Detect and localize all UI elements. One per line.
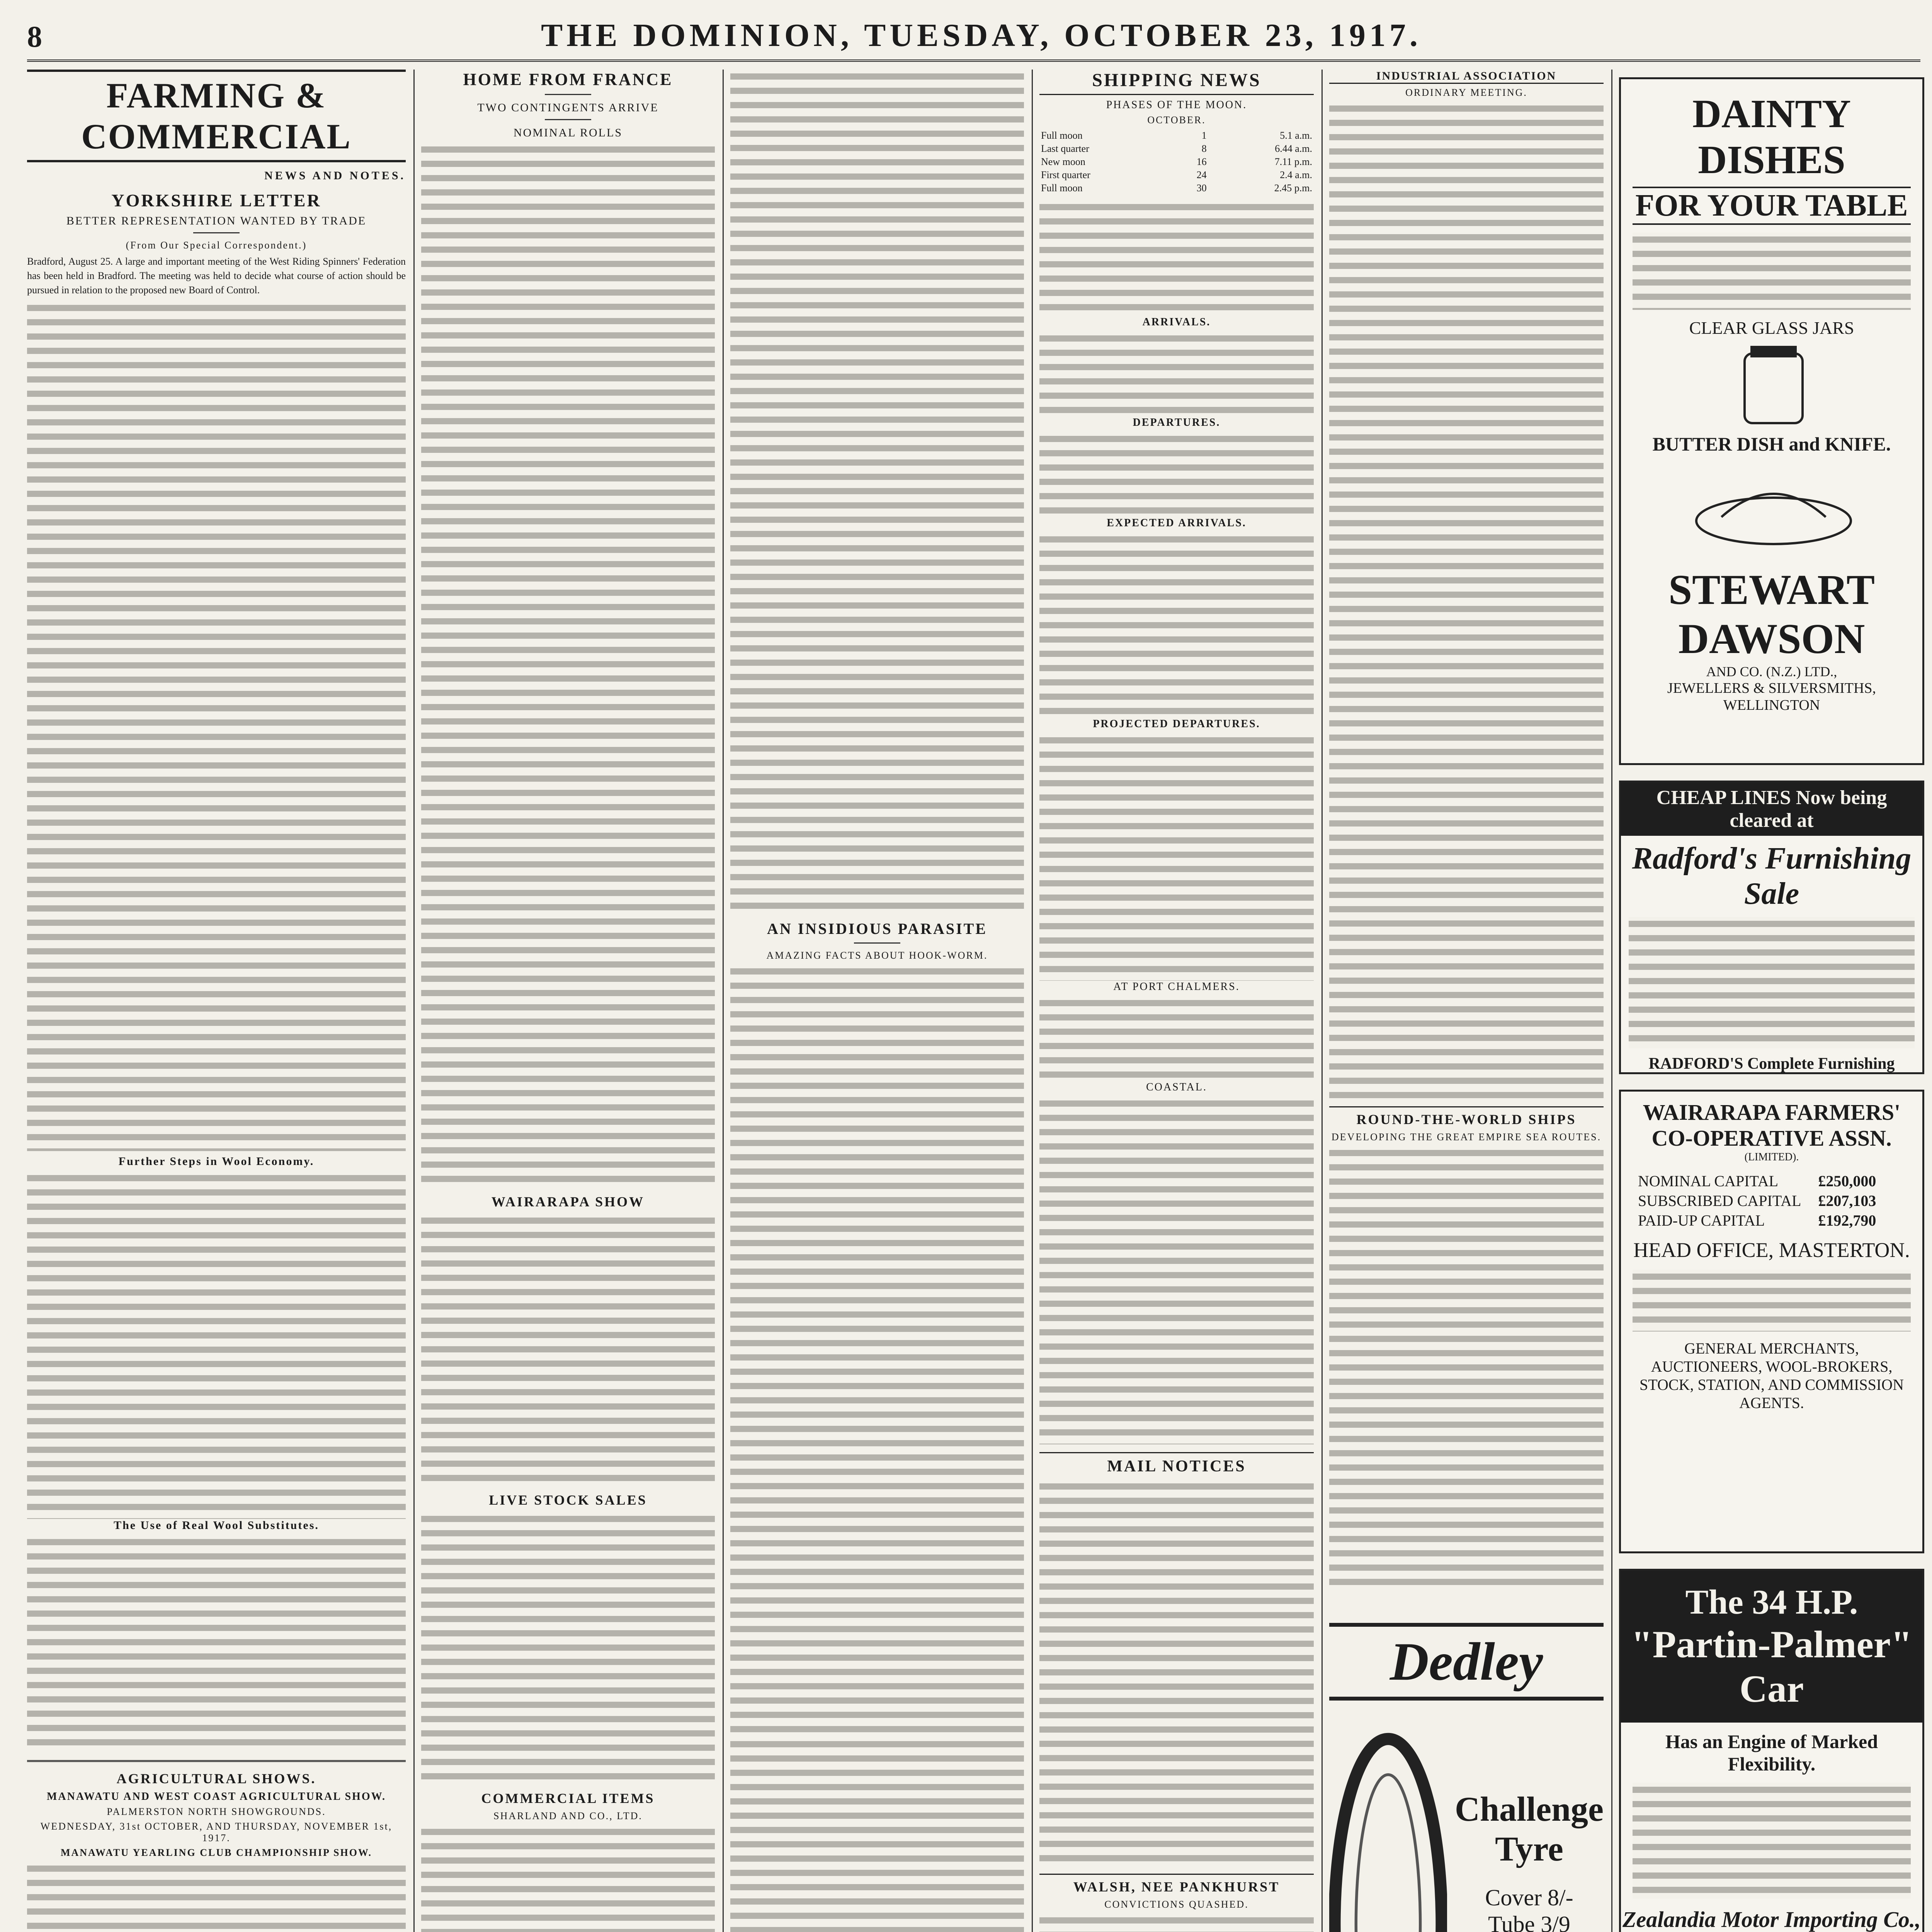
- radford-banner: CHEAP LINES Now being cleared at: [1621, 782, 1922, 836]
- moon-time: 2.4 a.m.: [1280, 169, 1312, 180]
- ag-show-organisation: MANAWATU AND WEST COAST AGRICULTURAL SHOW.: [46, 1791, 386, 1803]
- dainty-line2: FOR YOUR TABLE: [1633, 187, 1911, 225]
- departures-text: [1039, 432, 1314, 517]
- coastal-text: [1039, 1097, 1314, 1444]
- moon-phase: New moon: [1041, 156, 1085, 167]
- capital-label: NOMINAL CAPITAL: [1638, 1172, 1779, 1190]
- radford-price-list: [1629, 917, 1915, 1048]
- dedley-cover-price: Cover 8/-: [1485, 1885, 1573, 1910]
- table-row: [1636, 1171, 1878, 1191]
- tide-text: [1039, 200, 1314, 316]
- yorkshire-letter-sub: BETTER REPRESENTATION WANTED BY TRADE: [66, 214, 367, 227]
- table-row: [1039, 155, 1314, 168]
- capital-label: SUBSCRIBED CAPITAL: [1638, 1192, 1801, 1209]
- wairarapa-branches: [1633, 1270, 1911, 1332]
- commercial-items-text: [421, 1825, 715, 1932]
- round-world-ships-sub: DEVELOPING THE GREAT EMPIRE SEA ROUTES.: [1331, 1131, 1602, 1143]
- yorkshire-byline: (From Our Special Correspondent.): [126, 240, 307, 251]
- moon-day: 24: [1196, 169, 1207, 180]
- butter-dish-illustration: [1621, 455, 1924, 556]
- divider: [545, 94, 591, 95]
- departures-heading: DEPARTURES.: [1133, 417, 1221, 429]
- expected-arrivals-text: [1039, 532, 1314, 718]
- commercial-items-headline: COMMERCIAL ITEMS: [481, 1791, 655, 1806]
- partin-palmer-ad: [1619, 1569, 1924, 1932]
- divider: [27, 1760, 406, 1762]
- dainty-text: [1633, 233, 1911, 310]
- stewart-dawson-brand: STEWART DAWSON: [1668, 566, 1875, 662]
- moon-phase: Full moon: [1041, 130, 1083, 141]
- moon-day: 8: [1201, 143, 1207, 154]
- radford-ad: [1619, 781, 1924, 1074]
- moon-phase: First quarter: [1041, 169, 1090, 180]
- arrivals-heading: ARRIVALS.: [1142, 316, 1211, 328]
- ag-show-text: [27, 1862, 406, 1932]
- capital-label: PAID-UP CAPITAL: [1638, 1212, 1765, 1229]
- moon-time: 7.11 p.m.: [1274, 156, 1312, 167]
- yorkshire-intro: Bradford, August 25. A large and important meeting of the West Riding Spinners' Federation has been held in Bradford. The meeting was held to decide what course of action should be pursued in relation to the proposed new Board of Control.: [27, 256, 406, 296]
- dedley-tyres-ad: [1329, 1623, 1604, 1932]
- home-from-france-sub1: TWO CONTINGENTS ARRIVE: [477, 101, 659, 114]
- parasite-headline: AN INSIDIOUS PARASITE: [767, 920, 988, 937]
- column-rule: [1321, 70, 1323, 1932]
- substitutes-heading: The Use of Real Wool Substitutes.: [114, 1519, 319, 1532]
- moon-day: 16: [1196, 156, 1207, 167]
- ag-show-event: MANAWATU YEARLING CLUB CHAMPIONSHIP SHOW.: [60, 1847, 372, 1858]
- partin-company: Zealandia Motor Importing Co.,: [1622, 1907, 1921, 1932]
- home-from-france-sub2: NOMINAL ROLLS: [513, 126, 623, 139]
- wairarapa-trades: GENERAL MERCHANTS, AUCTIONEERS, WOOL-BROKERS, STOCK, STATION, AND COMMISSION AGENTS.: [1639, 1340, 1904, 1412]
- livestock-sales-text: [421, 1512, 715, 1782]
- expected-arrivals-heading: EXPECTED ARRIVALS.: [1107, 517, 1247, 529]
- coastal-heading: COASTAL.: [1146, 1081, 1207, 1093]
- farming-section-sub: NEWS AND NOTES.: [264, 169, 406, 182]
- industrial-association-text: [1329, 102, 1604, 1099]
- column-rule: [1611, 70, 1612, 1932]
- column-rule: [723, 70, 724, 1932]
- moon-phase: Full moon: [1041, 182, 1083, 194]
- table-row: [1039, 182, 1314, 195]
- port-chalmers-heading: AT PORT CHALMERS.: [1113, 981, 1240, 993]
- home-from-france-headline: HOME FROM FRANCE: [463, 70, 673, 89]
- mail-notices-headline: MAIL NOTICES: [1039, 1452, 1314, 1476]
- butter-dish: BUTTER DISH and KNIFE.: [1652, 433, 1891, 455]
- divider: [545, 119, 591, 120]
- divider: [193, 232, 240, 233]
- mail-notices-text: [1039, 1480, 1314, 1866]
- agricultural-shows-heading: AGRICULTURAL SHOWS.: [116, 1771, 316, 1786]
- moon-day: 1: [1201, 130, 1207, 141]
- yorkshire-body-text: [27, 301, 406, 1151]
- farming-section-title: FARMING & COMMERCIAL: [27, 70, 406, 162]
- ag-show-days: WEDNESDAY, 31st OCTOBER, AND THURSDAY, NOVEMBER 1st, 1917.: [40, 1821, 393, 1844]
- farming-column: [27, 70, 406, 1932]
- wool-economy-text: [27, 1171, 406, 1519]
- commercial-items-sub: SHARLAND AND CO., LTD.: [493, 1810, 643, 1821]
- ag-show-place: PALMERSTON NORTH SHOWGROUNDS.: [107, 1806, 326, 1817]
- partin-line1: The 34 H.P.: [1685, 1583, 1858, 1621]
- capital-table: [1636, 1171, 1878, 1230]
- dedley-tube-price: Tube 3/9: [1488, 1912, 1570, 1932]
- substitutes-text: [27, 1535, 406, 1752]
- wairarapa-show-text: [421, 1214, 715, 1484]
- table-row: [1636, 1211, 1878, 1230]
- jar-illustration: [1621, 338, 1924, 431]
- dedley-brand: Dedley: [1329, 1623, 1604, 1701]
- names-list-text: [730, 70, 1024, 912]
- dainty-line1: DAINTY DISHES: [1692, 92, 1851, 182]
- partin-text: [1633, 1783, 1911, 1899]
- wairarapa-head-office: HEAD OFFICE, MASTERTON.: [1633, 1238, 1910, 1262]
- page-number: 8: [27, 20, 42, 53]
- round-world-ships-headline: ROUND-THE-WORLD SHIPS: [1329, 1106, 1604, 1128]
- column-rule: [413, 70, 415, 1932]
- shipping-column: [1039, 70, 1314, 1932]
- projected-departures-heading: PROJECTED DEPARTURES.: [1093, 718, 1260, 730]
- moon-time: 2.45 p.m.: [1274, 182, 1312, 194]
- moon-time: 5.1 a.m.: [1280, 130, 1312, 141]
- clear-glass-jars: CLEAR GLASS JARS: [1689, 318, 1854, 338]
- tyre-illustration: [1329, 1712, 1447, 1932]
- dainty-dishes-ad: [1619, 77, 1924, 765]
- parasite-sub: AMAZING FACTS ABOUT HOOK-WORM.: [766, 950, 988, 961]
- yorkshire-letter-headline: YORKSHIRE LETTER: [111, 190, 321, 210]
- table-row: [1039, 129, 1314, 142]
- capital-value: £250,000: [1818, 1172, 1876, 1190]
- wairarapa-show-headline: WAIRARAPA SHOW: [491, 1194, 645, 1209]
- industrial-association-headline: INDUSTRIAL ASSOCIATION: [1329, 70, 1604, 84]
- livestock-sales-headline: LIVE STOCK SALES: [489, 1492, 647, 1508]
- wairarapa-limited: (LIMITED).: [1744, 1151, 1799, 1163]
- stewart-dawson-sub: AND CO. (N.Z.) LTD.,: [1706, 664, 1837, 679]
- partin-line2: "Partin-Palmer" Car: [1631, 1623, 1912, 1710]
- radford-title: Radford's Furnishing Sale: [1632, 842, 1912, 911]
- shipping-news-headline: SHIPPING NEWS: [1039, 70, 1314, 95]
- walsh-sub: CONVICTIONS QUASHED.: [1104, 1899, 1249, 1910]
- table-row: [1636, 1191, 1878, 1211]
- moon-phases-table: [1039, 129, 1314, 195]
- round-world-ships-text: [1329, 1146, 1604, 1587]
- wairarapa-title: WAIRARAPA FARMERS' CO-OPERATIVE ASSN.: [1643, 1100, 1901, 1151]
- column-rule: [1032, 70, 1033, 1932]
- moon-day: 30: [1196, 182, 1207, 194]
- divider: [854, 942, 900, 944]
- capital-value: £192,790: [1818, 1212, 1876, 1229]
- partin-line3: Has an Engine of Marked Flexibility.: [1665, 1731, 1878, 1775]
- nominal-rolls-text: [421, 143, 715, 1186]
- moon-month: OCTOBER.: [1147, 114, 1206, 126]
- capital-value: £207,103: [1818, 1192, 1876, 1209]
- table-row: [1039, 168, 1314, 182]
- table-row: [1039, 142, 1314, 155]
- moon-phase: Last quarter: [1041, 143, 1089, 154]
- industrial-association-sub: ORDINARY MEETING.: [1405, 87, 1527, 98]
- newspaper-title: THE DOMINION, TUESDAY, OCTOBER 23, 1917.: [541, 17, 1422, 53]
- home-from-france-column: [421, 70, 715, 1932]
- masthead: [27, 15, 1920, 62]
- parasite-text: [730, 964, 1024, 1737]
- dedley-product: Challenge Tyre: [1454, 1790, 1604, 1868]
- wairarapa-farmers-ad: [1619, 1090, 1924, 1553]
- radford-warehouse: RADFORD'S Complete Furnishing: [1648, 1055, 1895, 1073]
- stewart-dawson-trade: JEWELLERS & SILVERSMITHS, WELLINGTON: [1667, 680, 1876, 713]
- walsh-headline: WALSH, NEE PANKHURST: [1039, 1874, 1314, 1895]
- draft-names-text: [730, 1737, 1024, 1932]
- port-chalmers-text: [1039, 996, 1314, 1081]
- draft-column: [730, 70, 1024, 1932]
- wool-economy-heading: Further Steps in Wool Economy.: [118, 1155, 315, 1168]
- moon-phases-heading: PHASES OF THE MOON.: [1106, 99, 1247, 111]
- moon-time: 6.44 a.m.: [1275, 143, 1312, 154]
- projected-departures-text: [1039, 733, 1314, 981]
- walsh-text: [1039, 1913, 1314, 1932]
- arrivals-text: [1039, 332, 1314, 417]
